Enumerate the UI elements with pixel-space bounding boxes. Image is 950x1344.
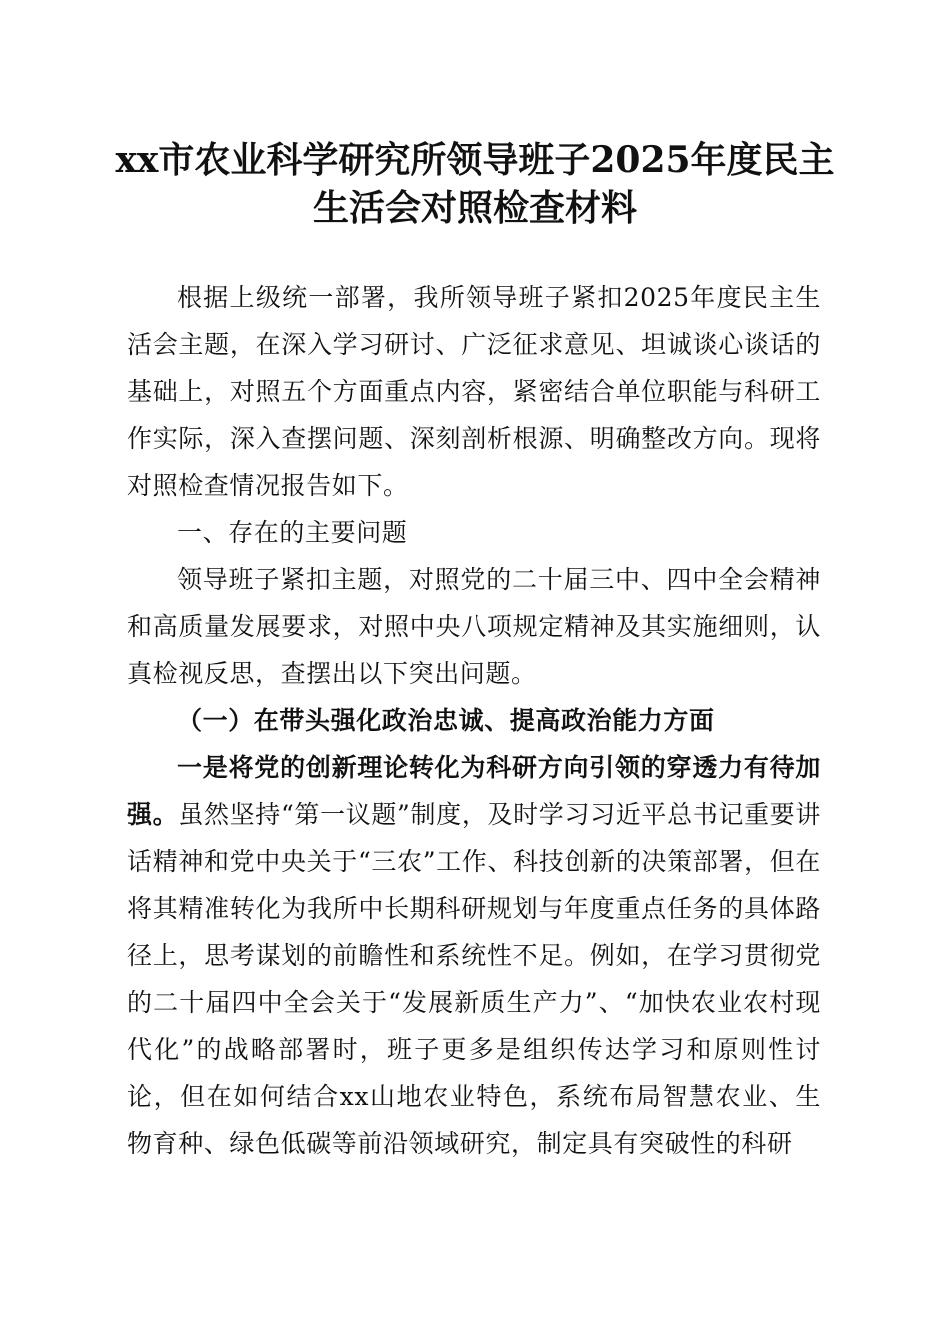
document-title xyxy=(100,136,850,232)
title-line-2: 生活会对照检查材料 xyxy=(312,187,637,229)
section-intro-paragraph: 领导班子紧扣主题，对照党的二十届三中、四中全会精神和高质量发展要求，对照中央八项规定精神及其实施细则，认真检视反思，查摆出以下突出问题。 xyxy=(127,565,821,688)
subsection-heading: （一）在带头强化政治忠诚、提高政治能力方面 xyxy=(177,706,715,735)
point-paragraph xyxy=(127,744,821,1167)
section-heading: 一、存在的主要问题 xyxy=(177,518,408,547)
document-body xyxy=(127,274,821,1167)
point-body-text: 虽然坚持“第一议题”制度，及时学习习近平总书记重要讲话精神和党中央关于“三农”工作、科技创新的决策部署，但在将其精准转化为我所中长期科研规划与年度重点任务的具体路径上，思考谋划的前瞻性和系统性不足。例如，在学习贯彻党的二十届四中全会关于“发展新质生产力”、“加快农业农村现代化”的战略部署时，班子更多是组织传达学习和原则性讨论，但在如何结合xx山地农业特色，系统布局智慧农业、生物育种、绿色低碳等前沿领域研究，制定具有突破性的科研 xyxy=(127,800,821,1158)
point-lead-sentence: 一是将党的创新理论转化为科研方向引领的穿透力有待加强。 xyxy=(127,753,821,829)
intro-paragraph: 根据上级统一部署，我所领导班子紧扣2025年度民主生活会主题，在深入学习研讨、广泛征求意见、坦诚谈心谈话的基础上，对照五个方面重点内容，紧密结合单位职能与科研工作实际，深入查摆问题、深刻剖析根源、明确整改方向。现将对照检查情况报告如下。 xyxy=(127,283,821,500)
title-line-1: xx市农业科学研究所领导班子2025年度民主 xyxy=(115,139,835,181)
